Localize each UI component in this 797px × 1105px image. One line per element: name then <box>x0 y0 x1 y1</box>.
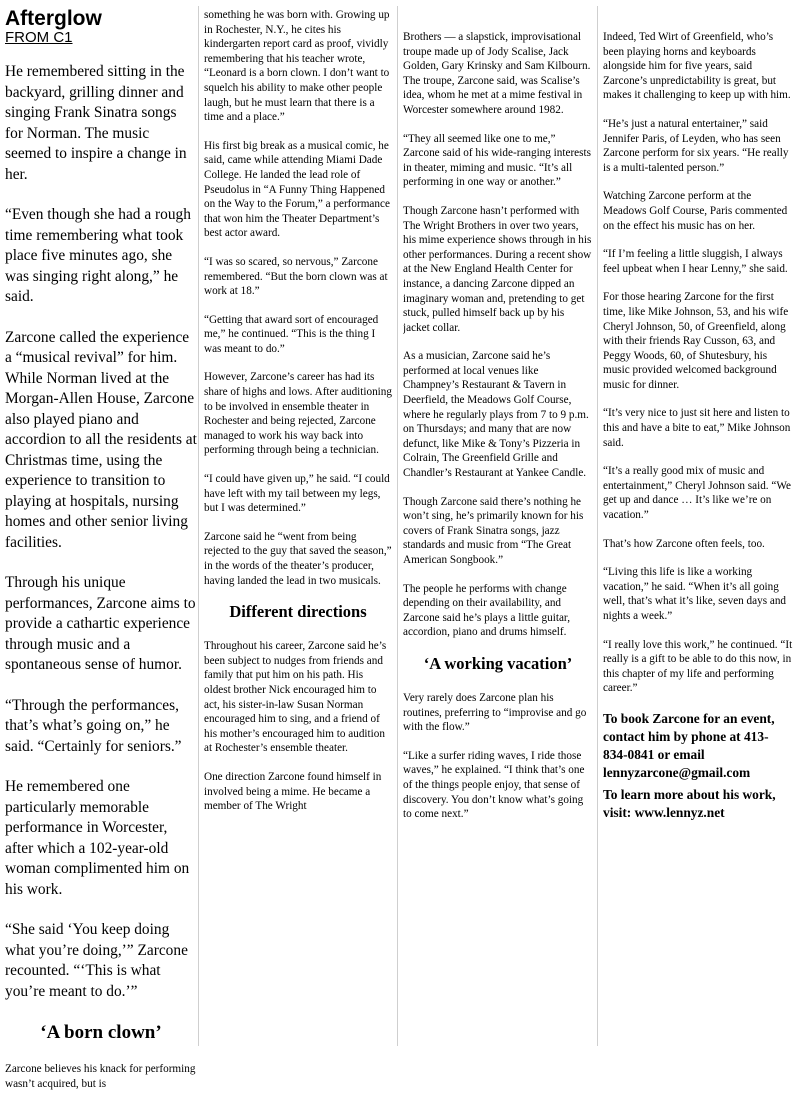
paragraph: For those hearing Zarcone for the first time, like Mike Johnson, 53, and his wife Cheryl Johnson, 50, of Greenfield, along with their friends Ray Cusson, 63, and Peggy Woods, 60, of Shutesbury, his music provided welcomed background music for dinner. <box>603 291 789 391</box>
paragraph: Zarcone believes his knack for performing wasn’t acquired, but is <box>5 1063 196 1090</box>
paragraph: “Getting that award sort of encouraged me,” he continued. “This is the thing I was meant to do.” <box>204 313 379 355</box>
column-divider <box>597 6 598 1046</box>
paragraph: He remembered sitting in the backyard, grilling dinner and singing Frank Sinatra songs for Norman. The music seemed to inspire a change in her. <box>5 63 187 183</box>
subhead-born-clown: ‘A born clown’ <box>40 1022 162 1043</box>
contact-info <box>603 710 793 822</box>
paragraph: As a musician, Zarcone said he’s performed at local venues like Champney’s Restaurant & Tavern in Deerfield, the Meadows Golf Course, where he regularly plays from 7 to 9 p.m. on Thursdays; and many that are now defunct, like Mike & Tony’s Pizzeria in Colrain, The Greenfield Grille and Chandler’s Restaurant at Yankee Candle. <box>403 350 589 480</box>
paragraph: The people he performs with change depending on their availability, and Zarcone said he’s plays a little guitar, accordion, piano and drums himself. <box>403 582 570 639</box>
paragraph: Through his unique performances, Zarcone aims to provide a cathartic experience through music and a spontaneous sense of humor. <box>5 574 196 673</box>
paragraph: “She said ‘You keep doing what you’re doing,’” Zarcone recounted. “‘This is what you’re meant to do.’” <box>5 921 188 1000</box>
jump-line: FROM C1 <box>5 29 73 46</box>
paragraph: “He’s just a natural entertainer,” said Jennifer Paris, of Leyden, who has seen Zarcone perform for six years. “He really is a multi-talented person.” <box>603 117 789 174</box>
paragraph: That’s how Zarcone often feels, too. <box>603 537 765 550</box>
subhead-working-vacation: ‘A working vacation’ <box>423 653 573 673</box>
paragraph: His first big break as a musical comic, he said, came while attending Miami Dade College. He landed the lead role of Pseudolus in “A Funny Thing Happened on the Way to the Forum,” a performance that won him the Theater Department’s best actor award. <box>204 139 390 240</box>
paragraph: “Living this life is like a working vacation,” he said. “When it’s all going well, that’s what it’s like, seven days and nights a week.” <box>603 566 787 622</box>
paragraph: “I really love this work,” he continued. “It really is a gift to be able to do this now, in this chapter of my life and performing career.” <box>603 638 793 695</box>
column-divider <box>397 6 398 1046</box>
paragraph: “Even though she had a rough time remembering what took place five minutes ago, she was singing right along,” he said. <box>5 206 191 305</box>
paragraph: Very rarely does Zarcone plan his routines, preferring to “improvise and go with the flow.” <box>403 691 587 734</box>
article-column-1 <box>5 0 197 1105</box>
paragraph: “They all seemed like one to me,” Zarcone said of his wide-ranging interests in theater, miming and music. “It’s all performing in one way or another.” <box>403 132 591 189</box>
paragraph: “I could have given up,” he said. “I could have left with my tail between my legs, but I was determined.” <box>204 473 390 515</box>
subhead-different-directions: Different directions <box>229 602 367 622</box>
paragraph: One direction Zarcone found himself in involved being a mime. He became a member of The Wright <box>204 770 382 813</box>
article-column-4 <box>603 0 793 826</box>
story-title: Afterglow <box>5 7 102 30</box>
paragraph: Though Zarcone hasn’t performed with The Wright Brothers in over two years, his mime experience shows through in his other performances. During a recent show at the New England Health Center for instance, a dancing Zarcone dipped an imaginary woman and, pretending to get stuck, pulled himself back up by his jacket collar. <box>403 204 592 334</box>
paragraph: Though Zarcone said there’s nothing he won’t sing, he’s primarily known for his covers of Frank Sinatra songs, jazz standards and music from “The Great American Songbook.” <box>403 495 584 566</box>
paragraph: However, Zarcone’s career has had its share of highs and lows. After auditioning to be involved in ensemble theater in Rochester and being rejected, Zarcone managed to work his way back into performing through being a technician. <box>204 371 392 457</box>
paragraph: Brothers — a slapstick, improvisational troupe made up of Jody Scalise, Jack Golden, Gary Krinsky and Sam Kilbourn. The troupe, Zarcone said, was Scalise’s idea, whom he met at a mime festival in Worcester somewhere around 1982. <box>403 31 591 116</box>
paragraph: “Like a surfer riding waves, I ride those waves,” he explained. “I think that’s one of the things people enjoy, that sense of discovery. You don’t know what’s going to come next.” <box>403 749 585 821</box>
paragraph: Zarcone called the experience a “musical revival” for him. While Norman lived at the Morgan-Allen House, Zarcone also played piano and accordion to all the residents at Christmas time, using the experience to transition to playing at hospitals, nursing homes and other senior living facilities. <box>5 328 197 551</box>
paragraph: He remembered one particularly memorable performance in Worcester, after which a 102-year-old woman complimented him on his work. <box>5 778 190 898</box>
paragraph: “If I’m feeling a little sluggish, I always feel upbeat when I hear Lenny,” she said. <box>603 248 788 275</box>
article-column-3 <box>403 0 593 836</box>
booking-contact[interactable]: To book Zarcone for an event, contact him by phone at 413-834-0841 or email lennyzarcone@gmail.com <box>603 710 775 780</box>
paragraph: “It’s a really good mix of music and entertainment,” Cheryl Johnson said. “We get up and dance … It’s like we’re on vacation.” <box>603 465 791 522</box>
paragraph: Watching Zarcone perform at the Meadows Golf Course, Paris commented on the effect his music has on her. <box>603 190 788 232</box>
column-divider <box>198 6 199 1046</box>
paragraph: “Through the performances, that’s what’s going on,” he said. “Certainly for seniors.” <box>5 696 182 755</box>
website-info[interactable]: To learn more about his work, visit: www.lennyz.net <box>603 786 776 820</box>
paragraph: “It’s very nice to just sit here and listen to this and have a bite to eat,” Mike Johnson said. <box>603 407 791 449</box>
paragraph: Throughout his career, Zarcone said he’s been subject to nudges from friends and family that put him on his path. His oldest brother Nick encouraged him to act, his sister-in-law Susan Norman encouraged him to sing, and a friend of his mother’s encouraged him to audition at Rochester’s ensemble theater. <box>204 640 387 755</box>
paragraph: Zarcone said he “went from being rejected to the guy that saved the season,” in the words of the theater’s producer, having landed the lead in two musicals. <box>204 530 392 587</box>
paragraph: “I was so scared, so nervous,” Zarcone remembered. “But the born clown was at work at 18.” <box>204 255 388 298</box>
article-column-2 <box>204 0 392 828</box>
paragraph: Indeed, Ted Wirt of Greenfield, who’s been playing horns and keyboards alongside him for five years, said Zarcone’s unpredictability is great, but makes it challenging to keep up with him. <box>603 31 791 102</box>
paragraph: something he was born with. Growing up in Rochester, N.Y., he cites his kindergarten report card as proof, vividly remembering that his teacher wrote, “Leonard is a born clown. I don’t want to squelch his ability to make other people laugh, but he must learn that there is a time and a place.” <box>204 9 390 124</box>
